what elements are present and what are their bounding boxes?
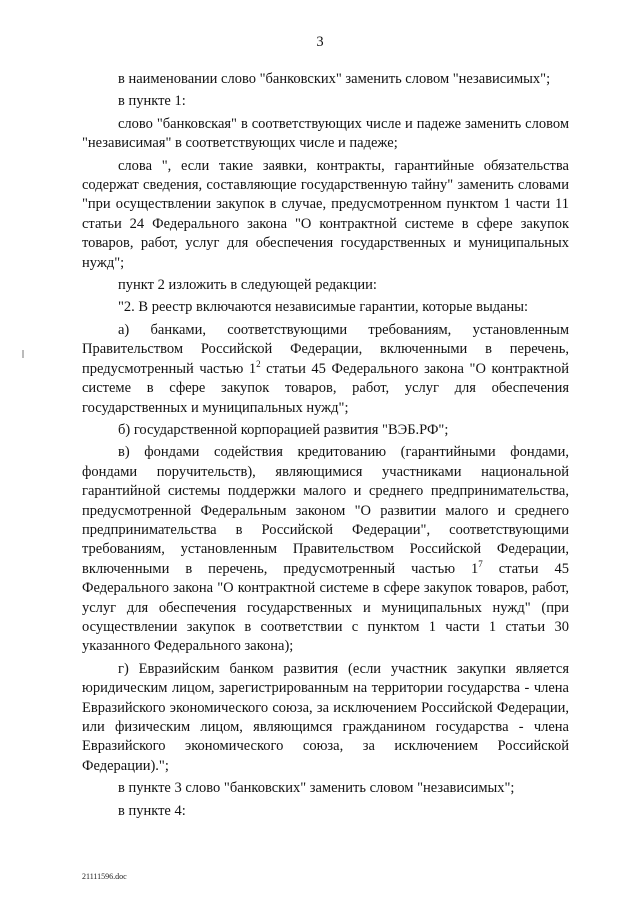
paragraph-registry-intro: "2. В реестр включаются независимые гарантии, которые выданы: <box>118 299 529 316</box>
item-a-part-1: а) банками, соответствующими требованиям, установленным Правительством Российской Федерации, включенными в перечень, предусмотренный частью 1 <box>82 321 569 377</box>
paragraph-point-1-heading: в пункте 1: <box>118 93 186 110</box>
paragraph-point-4-heading: в пункте 4: <box>118 802 186 819</box>
paragraph-item-v <box>82 443 569 656</box>
superscript-2: 2 <box>256 358 261 369</box>
paragraph-title-change: в наименовании слово "банковских" заменить словом "независимых"; <box>118 71 551 87</box>
paragraph-word-replace: слово "банковская" в соответствующих числе и падеже заменить словом "независимая" в соответствующих числе и падеже; <box>82 115 569 152</box>
side-margin-mark <box>22 350 24 358</box>
paragraph-point-3: в пункте 3 слово "банковских" заменить словом "независимых"; <box>118 780 515 797</box>
paragraph-item-g: г) Евразийским банком развития (если участник закупки является юридическим лицом, зарегистрированным на территории государства - члена Евразийского экономического союза, за исключением Российской Федерации, или физическим лицом, являющимся гражданином государства - члена Евразийского экономического союза, за исключением Российской Федерации)."; <box>82 660 569 774</box>
item-v-part-1: в) фондами содействия кредитованию (гарантийными фондами, фондами поручительств), являющимися участниками национальной гарантийной системы поддержки малого и среднего предпринимательства, предусмотренной Федеральным законом "О развитии малого и среднего предпринимательства в Российской Федерации", соответствующими требованиям, установленным Правительством Российской Федерации, включенными в перечень, предусмотренный частью 1 <box>82 444 569 577</box>
footer-filename: 21111596.doc <box>82 872 127 881</box>
item-a-part-2: статьи 45 Федерального закона "О контрактной системе в сфере закупок товаров, работ, услуг для обеспечения государственных и муниципальных нужд"; <box>82 360 569 416</box>
paragraph-item-a <box>82 321 569 418</box>
superscript-7: 7 <box>478 558 483 569</box>
document-body <box>82 70 569 821</box>
paragraph-words-replace: слова ", если такие заявки, контракты, гарантийные обязательства содержат сведения, составляющие государственную тайну" заменить словами "при осуществлении закупок в случае, предусмотренном пунктом 1 части 11 статьи 24 Федерального закона "О контрактной системе в сфере закупок товаров, работ, услуг для обеспечения государственных и муниципальных нужд"; <box>82 157 569 271</box>
paragraph-point-2-heading: пункт 2 изложить в следующей редакции: <box>118 277 377 294</box>
paragraph-item-b: б) государственной корпорацией развития "ВЭБ.РФ"; <box>118 421 449 438</box>
page-number: 3 <box>316 34 324 50</box>
item-v-part-2: статьи 45 Федерального закона "О контрактной системе в сфере закупок товаров, работ, услуг для обеспечения государственных и муниципальных нужд" (при осуществлении закупок в соответствии с пунктом 1 части 1 статьи 30 указанного Федерального закона); <box>82 560 569 655</box>
